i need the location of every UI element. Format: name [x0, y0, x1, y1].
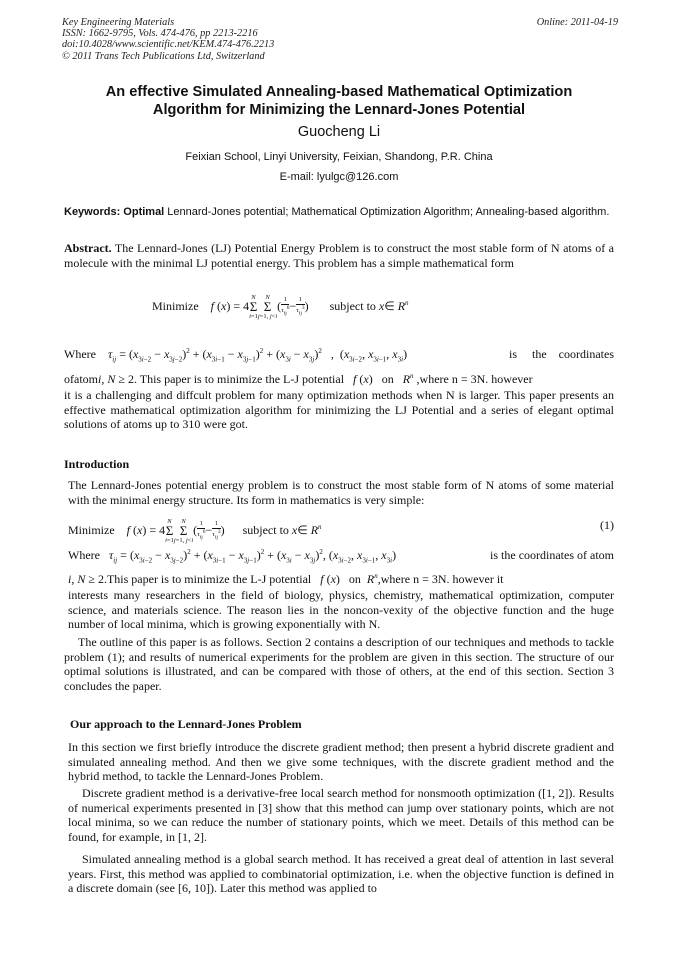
- abstract-label: Abstract.: [64, 241, 112, 255]
- paper-title: [60, 83, 618, 119]
- fraction: $\frac{1}{\tau_{ij}^6}$: [197, 520, 206, 541]
- text-fragment: on: [381, 372, 394, 386]
- keywords: [64, 206, 614, 220]
- title-line-1: An effective Simulated Annealing-based Mathematical Optimization: [105, 84, 573, 100]
- text-fragment: on: [348, 572, 361, 586]
- fraction: $\frac{1}{\tau_{ij}^3}$: [212, 520, 221, 541]
- equation-1: Minimize f (x) = 4N Σ i=1N Σ j=1, j<i( $\frac{1}{\tau_{ij}^6}$ − $\frac{1}{\tau_{ij}^3}$ ) subject to x∈ $R^n$ (1): [68, 518, 614, 544]
- issn: ISSN: 1662-9795, Vols. 474-476, pp 2213-2216: [62, 28, 258, 40]
- fraction: $\frac{1}{\tau_{ij}^3}$: [296, 296, 305, 317]
- approach-paragraph-2: Discrete gradient method is a derivative-free local search method for nonsmooth optimization ([1, 2]). Results of numerical experiments presented in [3] show that this method can jump over stationary points, which are not local minima, so we can reduce the number of stationary points, which we meet. Details of this method can be found, for example, in [1, 2].: [68, 786, 614, 844]
- keywords-label: Keywords: Optimal: [64, 206, 165, 218]
- approach-heading: Our approach to the Lennard-Jones Problem: [70, 717, 302, 731]
- text-fragment: . This paper is to minimize the L-J potential: [133, 372, 345, 386]
- abstract-rest: it is a challenging and diffcult problem for many optimization methods when N is larger. This paper presents an effective mathematical optimization algorithm for minimizing the LJ Potential and a series of elegant optimal solutions of atoms up to 310 were got.: [64, 388, 614, 432]
- approach-paragraph-1: In this section we first briefly introduce the discrete gradient method; then present a hybrid discrete gradient and simulated annealing method. And then we give some techniques, with the discrete gradient method and the hybrid method, to tackle the Lennard-Jones Problem.: [68, 740, 614, 784]
- abstract-equation: Minimize f (x) = 4N Σ i=1N Σ j=1, j<i( $\frac{1}{\tau_{ij}^6}$ − $\frac{1}{\tau_{ij}^3}$ ) subject to x∈ $R^n$: [152, 294, 409, 320]
- sum-symbol: N Σ i=1: [249, 294, 258, 320]
- text-fragment: ,where n = 3N. however it: [377, 572, 504, 586]
- email: E-mail: lyulgc@126.com: [279, 171, 399, 183]
- approach-paragraph-3: Simulated annealing method is a global search method. It has received a great deal of attention in last several years. First, this method was applied to combinatorial optimization, i.e. when the objective function is defined in a discrete domain (see [6, 10]). Later this method was applied to: [68, 852, 614, 896]
- intro-paragraph-1: The Lennard-Jones potential energy problem is to construct the most stable form of N atoms of some material with the minimal energy structure. Its form in mathematics is very simple:: [68, 478, 614, 507]
- eq-minimize-label: Minimize: [152, 298, 199, 313]
- intro-where-line: Where $\tau_{ij} = (x_{3i-2} - x_{3j-2})^2 + (x_{3i-1} - x_{3j-1})^2 + (x_{3i} - x_{3j})^2$, ($x_{3i-2}$, $x_{3i-1}$, $x_{3i}$) is the coordinates of atom: [68, 548, 614, 565]
- eq-subject-label: subject to: [242, 522, 289, 537]
- journal-name: Key Engineering Materials: [62, 17, 175, 28]
- text-fragment: .This paper is to minimize the L-J potential: [103, 572, 312, 586]
- text-fragment: ,where n = 3N. however: [416, 372, 533, 386]
- sum-symbol: N Σ j=1, j<i: [173, 518, 194, 544]
- online-date: Online: 2011-04-19: [536, 17, 618, 28]
- abstract-paragraph: [64, 241, 614, 270]
- sum-symbol: N Σ i=1: [165, 518, 174, 544]
- where-tail: is the coordinates of atom: [490, 548, 614, 562]
- author: Guocheng Li: [297, 124, 381, 140]
- copyright: © 2011 Trans Tech Publications Ltd, Switzerland: [62, 50, 265, 62]
- where-tail: is the coordinates: [509, 347, 614, 361]
- introduction-heading: Introduction: [64, 457, 130, 471]
- intro-paragraph-2: The outline of this paper is as follows. Section 2 contains a description of our techniques and methods to tackle problem (1); and results of numerical experiments for the problem are given in this section. The structure of our optimal solutions is illustrated, and can be compared with those of others, at the end of this section. Section 3 concludes the paper.: [64, 635, 614, 693]
- sum-symbol: N Σ j=1, j<i: [257, 294, 278, 320]
- journal-header: [62, 17, 618, 62]
- fraction: $\frac{1}{\tau_{ij}^6}$: [281, 296, 290, 317]
- intro-line-b: i, N ≥ 2.This paper is to minimize the L-J potential f (x) on $R^n,where$ n = 3N. however it: [68, 572, 504, 586]
- where-label: Where: [64, 347, 96, 361]
- keywords-text: Lennard-Jones potential; Mathematical Optimization Algorithm; Annealing-based algorithm.: [164, 206, 610, 218]
- eq-subject-label: subject to: [329, 298, 376, 313]
- where-label: Where: [68, 548, 100, 562]
- title-line-2: Algorithm for Minimizing the Lennard-Jones Potential: [152, 102, 526, 118]
- abstract-text: The Lennard-Jones (LJ) Potential Energy Problem is to construct the most stable form of N atoms of a molecule with the minimal LJ potential energy. This problem has a simple mathematical form: [64, 241, 614, 270]
- text-fragment: ofatom: [64, 372, 98, 386]
- equation-number: (1): [600, 518, 614, 532]
- abstract-line-2: ofatomi, N ≥ 2. This paper is to minimize the L-J potential f (x) on $R^n$ ,where n = 3N. however: [64, 372, 533, 386]
- affiliation: Feixian School, Linyi University, Feixian, Shandong, P.R. China: [185, 151, 493, 163]
- abstract-where-line: Where $\tau_{ij} = (x_{3i-2} - x_{3j-2})^2 + (x_{3i-1} - x_{3j-1})^2 + (x_{3i} - x_{3j})^2$ , ($x_{3i-2}$, $x_{3i-1}$, $x_{3i}$) is the coordinates: [64, 347, 614, 364]
- doi: doi:10.4028/www.scientific.net/KEM.474-476.2213: [62, 39, 275, 51]
- intro-paragraph-1-rest: interests many researchers in the field of biology, physics, chemistry, mathematical optimization, computer science, and materials science. The reason lies in the noncon-vexity of the objective function and the huge number of local minima, which is growing exponentially with N.: [68, 588, 614, 632]
- eq-minimize-label: Minimize: [68, 522, 115, 537]
